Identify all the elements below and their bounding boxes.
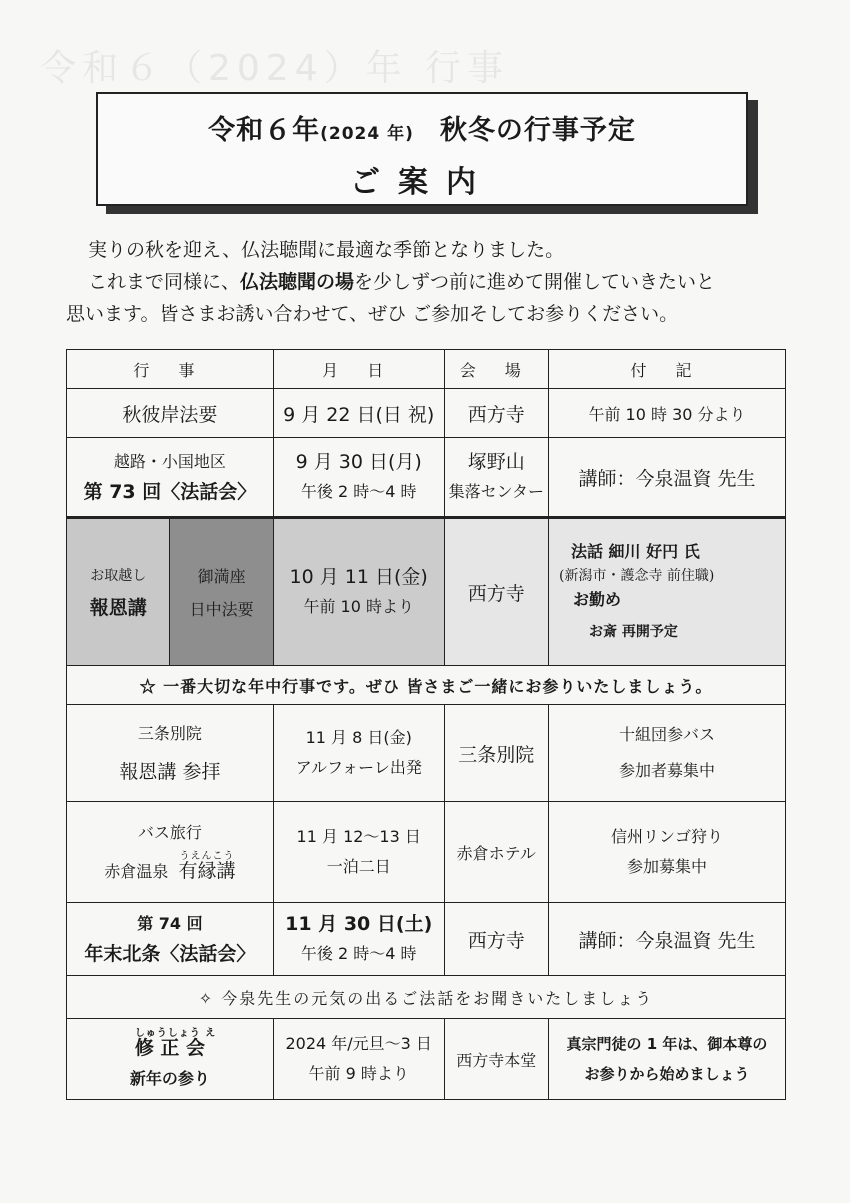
note-cell: [548, 705, 785, 802]
title-line-1: [98, 108, 746, 147]
venue-cell: 西方寺: [444, 903, 548, 976]
notice-text: ✧ 今泉先生の元気の出るご法話をお聞きいたしましょう: [67, 976, 786, 1019]
venue-cell: 西方寺: [444, 389, 548, 438]
event-sub: 第 74 回: [137, 914, 203, 933]
event-ruby: しゅうしょう え: [134, 1027, 217, 1039]
notice-row: [67, 666, 786, 705]
note-main: 十組団参バス: [618, 725, 715, 744]
date-main: 11 月 12～13 日: [296, 827, 421, 846]
event-ruby: うえんこう: [179, 850, 235, 862]
event-cell: [67, 705, 274, 802]
intro-p3: 思います。皆さまお誘い合わせて、ぜひ ご参加そしてお参りください。: [66, 303, 679, 325]
title-year: (2024 年): [320, 124, 414, 144]
note-sub: お参りから始めましょう: [584, 1065, 750, 1083]
table-row: [67, 705, 786, 802]
date-sub: 一泊二日: [326, 857, 391, 876]
intro-p2-c: を少しずつ前に進めて開催していきたいと: [354, 271, 716, 293]
event-main: 修 正 会: [134, 1036, 206, 1059]
venue-cell: 西方寺: [444, 518, 548, 666]
event-main: 報恩講 参拝: [119, 761, 221, 783]
intro-p2-a: これまで同様に、: [88, 271, 241, 293]
venue-cell: 西方寺本堂: [444, 1019, 548, 1100]
date-time: 午前 9 時より: [308, 1064, 409, 1083]
venue-sub: 集落センター: [448, 482, 544, 501]
note-speaker-sub: (新潟市・護念寺 前住職): [558, 568, 715, 584]
note-main: 信州リンゴ狩り: [610, 827, 723, 846]
date-sub: アルフォーレ出発: [295, 758, 422, 777]
event-sub: 新年の参り: [129, 1068, 210, 1088]
table-row: [67, 1019, 786, 1100]
table-row: [67, 903, 786, 976]
title-line-2: ご案内: [350, 165, 494, 200]
event-cell: [67, 518, 274, 666]
title-season: 秋冬の行事予定: [439, 115, 636, 146]
event-manza: [170, 519, 272, 665]
venue-cell: 三条別院: [444, 705, 548, 802]
note-cell: 講師：今泉温資 先生: [548, 438, 785, 518]
notice-row: [67, 976, 786, 1019]
note-cell: [548, 802, 785, 903]
event-sub: バス旅行: [137, 822, 202, 842]
note-cell: [548, 1019, 785, 1100]
date-main: 11 月 8 日(金): [305, 728, 412, 747]
event-cell: [67, 802, 274, 903]
note-cell: [548, 518, 785, 666]
table-row: [67, 802, 786, 903]
venue-cell: 赤倉ホテル: [444, 802, 548, 903]
intro-p2: [66, 266, 796, 298]
table-row-featured: [67, 518, 786, 666]
table-row: [67, 438, 786, 518]
event-sub: 越路・小国地区: [113, 452, 226, 471]
event-hotorikoshi: [67, 519, 170, 665]
event-sub: 御満座: [197, 567, 246, 586]
event-sub: お取越し: [90, 567, 147, 584]
intro-text: [66, 234, 796, 330]
table-header: [67, 350, 786, 389]
note-cell: 講師：今泉温資 先生: [548, 903, 785, 976]
date-time: 午前 10 時より: [303, 597, 414, 616]
note-otoki: お斎 再開予定: [588, 624, 678, 640]
event-main: 有縁講: [178, 859, 236, 882]
note-sub: 参加募集中: [626, 857, 707, 876]
title-box: [96, 92, 748, 206]
note-main: 真宗門徒の 1 年は、御本尊の: [566, 1035, 768, 1053]
event-main: 日中法要: [189, 600, 254, 619]
date-cell: [273, 518, 444, 666]
event-cell: [67, 903, 274, 976]
event-sub: 三条別院: [137, 724, 202, 743]
date-cell: [273, 802, 444, 903]
note-otsutome: お勤め: [572, 590, 621, 609]
note-speaker: 法話 細川 好円 氏: [570, 542, 700, 561]
venue-cell: [444, 438, 548, 518]
event-cell: [67, 1019, 274, 1100]
header-event: 行 事: [67, 350, 274, 389]
date-cell: [273, 438, 444, 518]
date-cell: [273, 1019, 444, 1100]
date-main: 9 月 30 日(月): [295, 451, 422, 473]
intro-emphasis: 仏法聴聞の場: [240, 271, 355, 293]
date-main: 10 月 11 日(金): [289, 566, 428, 588]
title-main: 令和６年: [208, 115, 321, 146]
event-place: 赤倉温泉: [104, 861, 169, 881]
event-cell: [67, 438, 274, 518]
date-time: 午後 2 時～4 時: [300, 482, 417, 501]
note-cell: 午前 10 時 30 分より: [548, 389, 785, 438]
date-main: 11 月 30 日(土): [285, 913, 433, 935]
header-date: 月 日: [273, 350, 444, 389]
date-cell: [273, 705, 444, 802]
event-main: 年末北条〈法話会〉: [84, 943, 256, 965]
venue-main: 塚野山: [467, 451, 525, 473]
header-note: 付 記: [548, 350, 785, 389]
bleed-through-text: 令和６（2024）年 行事: [40, 48, 510, 89]
date-main: 2024 年/元旦～3 日: [285, 1034, 432, 1053]
intro-p1: 実りの秋を迎え、仏法聴聞に最適な季節となりました。: [88, 239, 565, 261]
date-cell: 9 月 22 日(日 祝): [273, 389, 444, 438]
note-sub: 参加者募集中: [618, 761, 715, 780]
header-venue: 会 場: [444, 350, 548, 389]
notice-text: ☆ 一番大切な年中行事です。ぜひ 皆さまご一緒にお参りいたしましょう。: [67, 666, 786, 705]
date-time: 午後 2 時～4 時: [300, 944, 417, 963]
date-cell: [273, 903, 444, 976]
schedule-table: [66, 349, 786, 1100]
event-main: 報恩講: [89, 596, 147, 619]
table-row: [67, 389, 786, 438]
event-cell: 秋彼岸法要: [67, 389, 274, 438]
event-main: 第 73 回〈法話会〉: [83, 481, 257, 503]
